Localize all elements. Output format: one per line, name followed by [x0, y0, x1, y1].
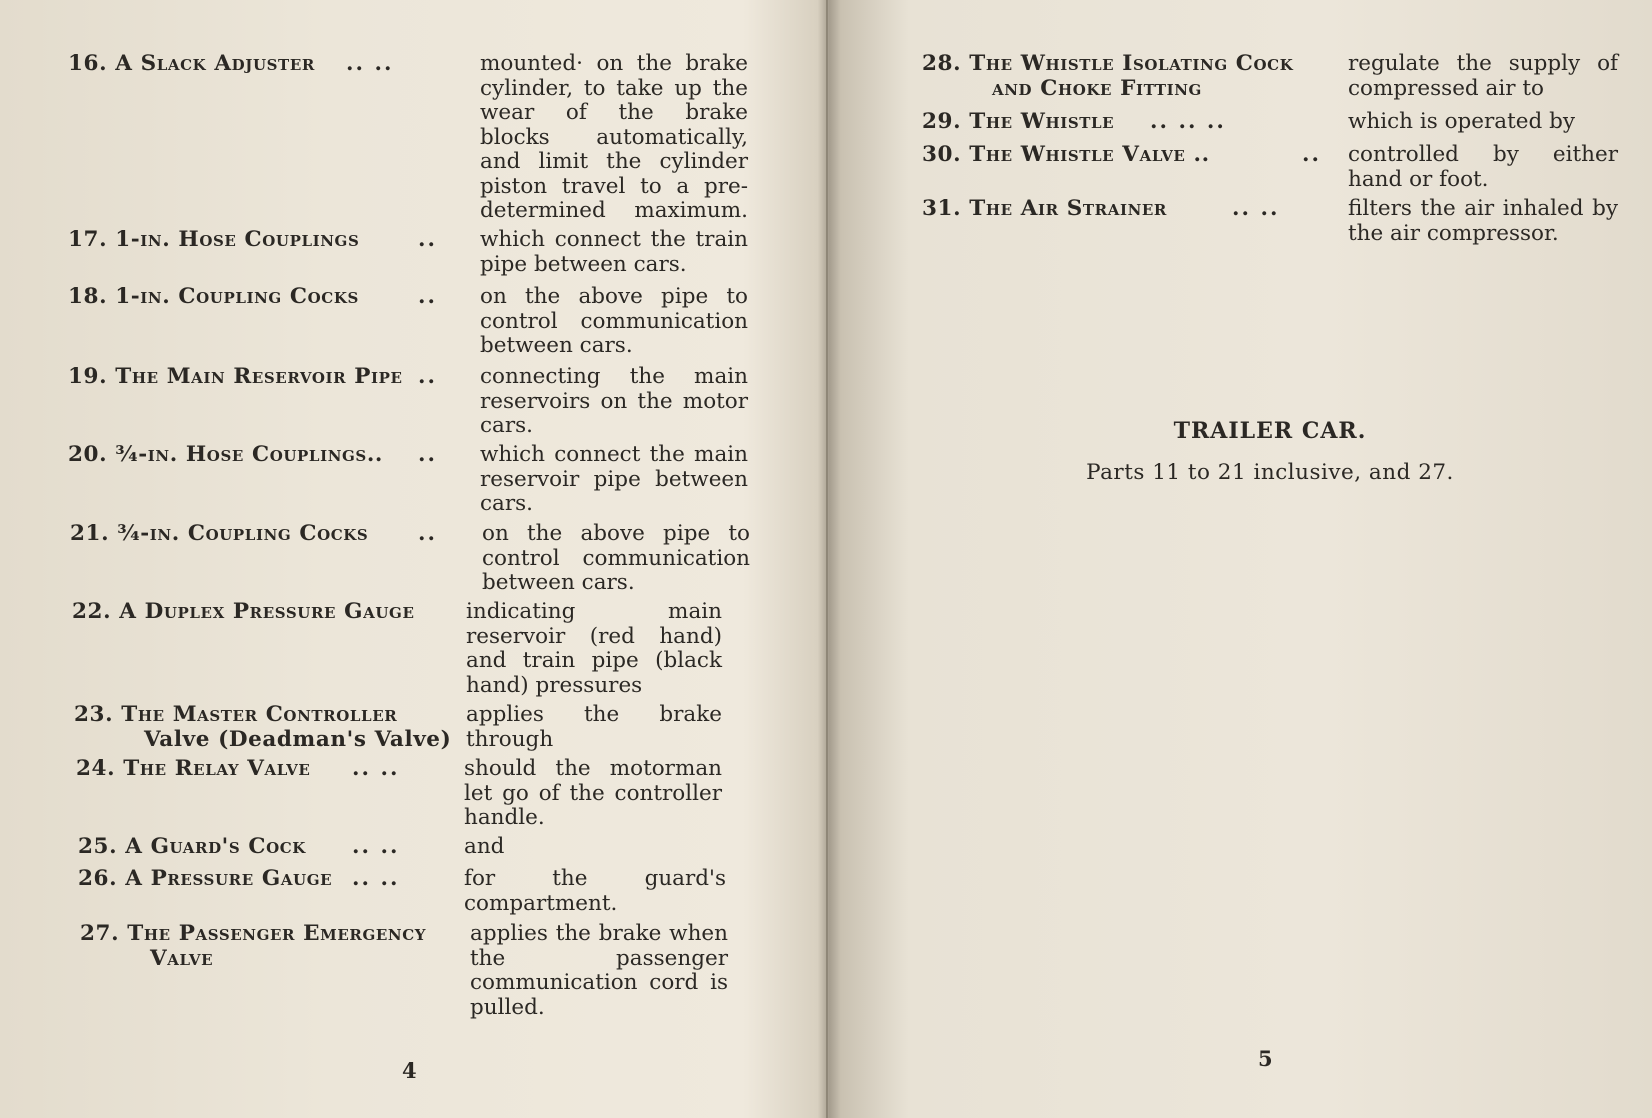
entry-name: A Slack Adjuster [115, 51, 315, 76]
entry-number: 18. [68, 284, 108, 309]
leader-dots: .. [418, 521, 437, 546]
leader-dots: .. .. [352, 756, 400, 781]
entry-description: should the motorman let go of the controller handle. [464, 756, 722, 830]
entry-number: 30. [922, 142, 962, 167]
leader-dots: .. .. [352, 866, 400, 891]
entry-22 [72, 599, 722, 698]
entry-number: 29. [922, 109, 962, 134]
entry-description: on the above pipe to control communication between cars. [482, 521, 750, 595]
entry-description: indicating main reservoir (red hand) and train pipe (black hand) pressures [466, 599, 722, 698]
entry-27 [80, 921, 728, 1020]
entry-number: 17. [68, 227, 108, 252]
entry-30 [922, 142, 1618, 192]
entry-number: 26. [78, 866, 118, 891]
entry-28 [922, 51, 1618, 101]
entry-term [68, 443, 458, 468]
entry-term [78, 835, 468, 860]
entry-term [74, 703, 464, 752]
entry-name: 1-in. Coupling Cocks [115, 284, 359, 309]
entry-number: 22. [72, 599, 112, 624]
leader-dots: .. [418, 284, 437, 309]
entry-name: A Pressure Gauge [125, 866, 333, 891]
entry-number: 19. [68, 364, 108, 389]
right-page [828, 0, 1652, 1118]
entry-name: A Duplex Pressure Gauge [119, 599, 415, 624]
leader-dots: .. .. .. [1150, 109, 1226, 134]
entry-description: applies the brake when the passenger communication cord is pulled. [470, 921, 728, 1020]
leader-dots: .. [418, 364, 437, 389]
entry-name: The Passenger Emergency [127, 921, 427, 946]
entry-29 [922, 109, 1575, 135]
entry-description: which connect the main reservoir pipe between cars. [480, 442, 748, 516]
entry-name: A Guard's Cock [125, 834, 306, 859]
entry-description: for the guard's compartment. [464, 866, 726, 916]
entry-description: and [464, 834, 505, 859]
entry-20 [68, 442, 748, 516]
entry-name: The Whistle [969, 109, 1115, 134]
entry-description: applies the brake through [466, 702, 722, 752]
entry-25 [78, 834, 505, 860]
entry-name: The Whistle Isolating Cock [969, 51, 1294, 76]
entry-term [922, 143, 1322, 168]
entry-term [68, 285, 458, 310]
page-number-right: 5 [1258, 1046, 1273, 1071]
entry-name-continued: and Choke Fitting [992, 75, 1202, 101]
entry-term [80, 922, 470, 971]
entry-term [922, 110, 1322, 135]
entry-number: 24. [76, 756, 116, 781]
entry-number: 21. [70, 521, 110, 546]
entry-name: The Whistle Valve .. [969, 142, 1210, 167]
entry-term [76, 757, 466, 782]
leader-dots: .. .. [346, 51, 394, 76]
entry-description: which is operated by [1348, 109, 1575, 134]
entry-term [78, 867, 468, 892]
entry-name: The Main Reservoir Pipe [115, 364, 403, 389]
entry-term [68, 365, 458, 390]
entry-description: connecting the main reservoirs on the motor cars. [480, 364, 748, 438]
leader-dots: .. [418, 442, 437, 467]
entry-number: 31. [922, 196, 962, 221]
entry-description: controlled by either hand or foot. [1348, 142, 1618, 192]
entry-term [922, 52, 1322, 101]
entry-24 [76, 756, 722, 830]
entry-26 [78, 866, 726, 916]
entry-18 [68, 284, 748, 358]
entry-name-continued: Valve (Deadman's Valve) [144, 726, 452, 752]
entry-19 [68, 364, 748, 438]
leader-dots: .. .. [1232, 196, 1280, 221]
entry-number: 25. [78, 834, 118, 859]
entry-term [922, 197, 1322, 222]
entry-16 [68, 51, 748, 223]
entry-name: The Master Controller [121, 702, 398, 727]
entry-name-continued: Valve [150, 945, 214, 971]
entry-number: 16. [68, 51, 108, 76]
leader-dots: .. [418, 227, 437, 252]
entry-description: on the above pipe to control communication between cars. [480, 284, 748, 358]
entry-name: ¾-in. Hose Couplings.. [115, 442, 384, 467]
entry-number: 23. [74, 702, 114, 727]
entry-term [72, 600, 462, 625]
entry-name: ¾-in. Coupling Cocks [117, 521, 369, 546]
section-text: Parts 11 to 21 inclusive, and 27. [1086, 460, 1454, 485]
entry-term [68, 228, 458, 253]
entry-description: mounted· on the brake cylinder, to take up the wear of the brake blocks automatically, and limit the cylinder piston travel to a pre-determined maximum. [480, 51, 748, 223]
page-number-left: 4 [402, 1058, 417, 1083]
entry-name: 1-in. Hose Couplings [115, 227, 360, 252]
leader-dots: .. .. [352, 834, 400, 859]
entry-number: 27. [80, 921, 120, 946]
entry-23 [74, 702, 722, 752]
entry-description: regulate the supply of compressed air to [1348, 51, 1618, 101]
entry-term [70, 522, 460, 547]
entry-number: 20. [68, 442, 108, 467]
leader-dots: .. [1302, 142, 1321, 167]
entry-name: The Relay Valve [123, 756, 311, 781]
entry-term [68, 52, 458, 77]
entry-description: which connect the train pipe between cars. [480, 227, 748, 277]
entry-17 [68, 227, 748, 277]
entry-number: 28. [922, 51, 962, 76]
entry-21 [70, 521, 750, 595]
entry-description: filters the air inhaled by the air compressor. [1348, 196, 1618, 246]
section-title: TRAILER CAR. [1173, 418, 1367, 444]
entry-name: The Air Strainer [969, 196, 1167, 221]
entry-31 [922, 196, 1618, 246]
